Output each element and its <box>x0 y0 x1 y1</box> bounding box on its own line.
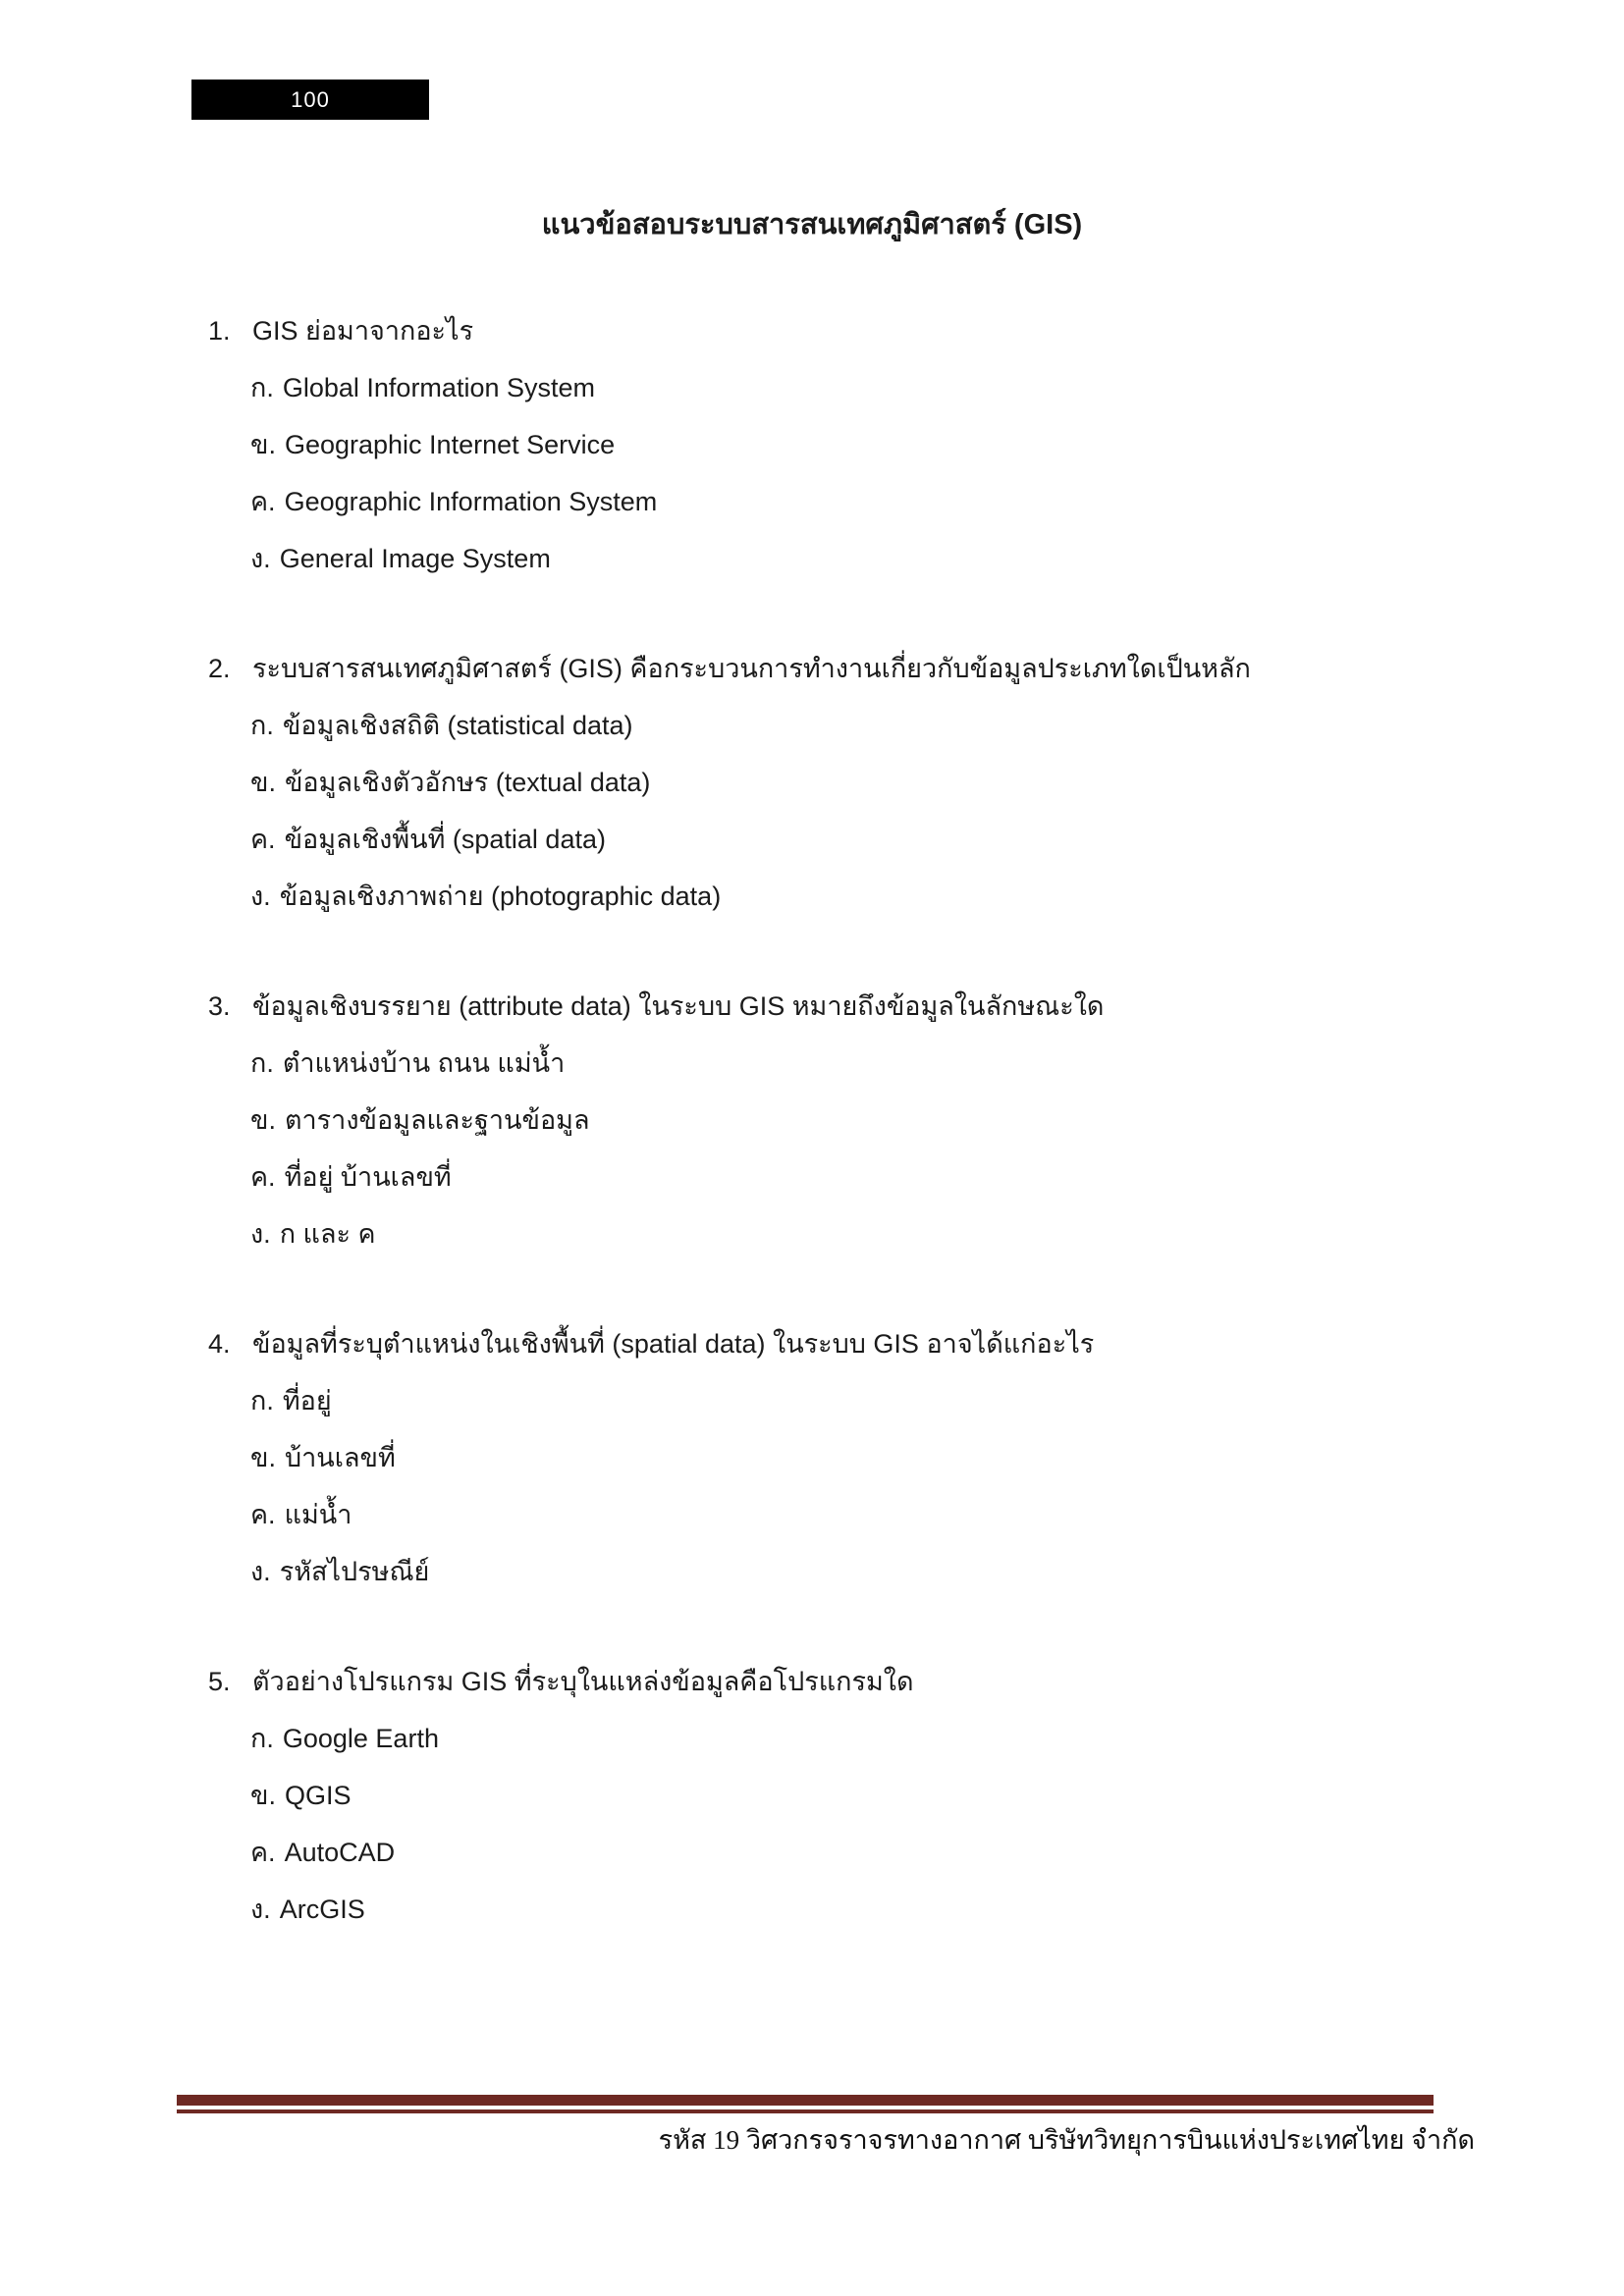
option-label: ค. <box>250 1838 276 1867</box>
question-text-line <box>208 978 1536 1035</box>
option-d <box>208 1543 1536 1600</box>
option-label: ง. <box>250 1557 271 1586</box>
question-4 <box>208 1315 1536 1600</box>
question-text-line <box>208 640 1536 697</box>
question-text: ข้อมูลที่ระบุตำแหน่งในเชิงพื้นที่ (spatial data) ในระบบ GIS อาจได้แก่อะไร <box>252 1329 1095 1359</box>
option-b <box>208 754 1536 811</box>
option-b <box>208 1092 1536 1148</box>
option-text: ก และ ค <box>279 1219 376 1249</box>
option-d <box>208 1205 1536 1262</box>
option-c <box>208 473 1536 530</box>
option-text: ข้อมูลเชิงภาพถ่าย (photographic data) <box>279 881 722 911</box>
footer-divider-thick-line <box>177 2095 1434 2106</box>
question-3 <box>208 978 1536 1262</box>
option-label: ค. <box>250 487 276 516</box>
option-b <box>208 1767 1536 1824</box>
question-number: 3. <box>208 991 231 1021</box>
option-label: ข. <box>250 1443 276 1472</box>
question-number: 4. <box>208 1329 231 1359</box>
option-text: Google Earth <box>282 1724 439 1753</box>
question-text-line <box>208 1653 1536 1710</box>
option-a <box>208 1710 1536 1767</box>
option-label: ข. <box>250 430 276 459</box>
option-text: ArcGIS <box>279 1895 365 1924</box>
question-number: 2. <box>208 654 231 683</box>
option-text: แม่น้ำ <box>284 1500 352 1529</box>
option-label: ก. <box>250 373 274 402</box>
option-text: Geographic Internet Service <box>284 430 616 459</box>
option-label: ง. <box>250 1219 271 1249</box>
question-text-line <box>208 1315 1536 1372</box>
option-text: ตำแหน่งบ้าน ถนน แม่น้ำ <box>282 1048 566 1078</box>
question-number: 5. <box>208 1667 231 1696</box>
option-label: ค. <box>250 1162 276 1192</box>
option-text: QGIS <box>284 1781 352 1810</box>
option-a <box>208 697 1536 754</box>
footer-text: รหัส 19 วิศวกรจราจรทางอากาศ บริษัทวิทยุการบินแห่งประเทศไทย จำกัด <box>658 2125 1475 2155</box>
option-label: ง. <box>250 1895 271 1924</box>
option-label: ข. <box>250 1105 276 1135</box>
question-text: ระบบสารสนเทศภูมิศาสตร์ (GIS) คือกระบวนการทำงานเกี่ยวกับข้อมูลประเภทใดเป็นหลัก <box>252 654 1251 683</box>
option-text: รหัสไปรษณีย์ <box>279 1557 430 1586</box>
option-text: บ้านเลขที่ <box>284 1443 396 1472</box>
option-label: ข. <box>250 1781 276 1810</box>
question-5 <box>208 1653 1536 1938</box>
question-1 <box>208 302 1536 587</box>
question-2 <box>208 640 1536 925</box>
option-label: ก. <box>250 1048 274 1078</box>
option-text: ข้อมูลเชิงตัวอักษร (textual data) <box>284 768 651 797</box>
option-text: ที่อยู่ บ้านเลขที่ <box>284 1162 452 1192</box>
question-text-line <box>208 302 1536 359</box>
option-label: ข. <box>250 768 276 797</box>
option-d <box>208 530 1536 587</box>
option-text: AutoCAD <box>284 1838 396 1867</box>
option-d <box>208 868 1536 925</box>
page-title: แนวข้อสอบระบบสารสนเทศภูมิศาสตร์ (GIS) <box>541 209 1083 240</box>
page-number: 100 <box>291 86 330 112</box>
option-text: ตารางข้อมูลและฐานข้อมูล <box>284 1105 590 1135</box>
option-a <box>208 1035 1536 1092</box>
option-text: ที่อยู่ <box>282 1386 332 1415</box>
question-text: GIS ย่อมาจากอะไร <box>252 316 474 346</box>
option-text: Global Information System <box>282 373 595 402</box>
option-label: ง. <box>250 544 271 573</box>
option-label: ค. <box>250 825 276 854</box>
option-c <box>208 1148 1536 1205</box>
option-label: ก. <box>250 711 274 740</box>
option-c <box>208 811 1536 868</box>
option-d <box>208 1881 1536 1938</box>
option-label: ค. <box>250 1500 276 1529</box>
option-c <box>208 1486 1536 1543</box>
question-text: ข้อมูลเชิงบรรยาย (attribute data) ในระบบ GIS หมายถึงข้อมูลในลักษณะใด <box>252 991 1105 1021</box>
question-text: ตัวอย่างโปรแกรม GIS ที่ระบุในแหล่งข้อมูลคือโปรแกรมใด <box>252 1667 914 1696</box>
option-label: ง. <box>250 881 271 911</box>
option-text: ข้อมูลเชิงสถิติ (statistical data) <box>282 711 633 740</box>
option-c <box>208 1824 1536 1881</box>
option-label: ก. <box>250 1724 274 1753</box>
option-text: General Image System <box>279 544 551 573</box>
option-a <box>208 1372 1536 1429</box>
option-b <box>208 1429 1536 1486</box>
question-number: 1. <box>208 316 231 346</box>
footer-divider <box>177 2095 1434 2113</box>
option-text: ข้อมูลเชิงพื้นที่ (spatial data) <box>284 825 606 854</box>
footer-divider-thin-line <box>177 2109 1434 2113</box>
option-text: Geographic Information System <box>284 487 658 516</box>
option-label: ก. <box>250 1386 274 1415</box>
page-number-box <box>191 80 429 120</box>
option-a <box>208 359 1536 416</box>
option-b <box>208 416 1536 473</box>
question-list <box>208 302 1536 1991</box>
